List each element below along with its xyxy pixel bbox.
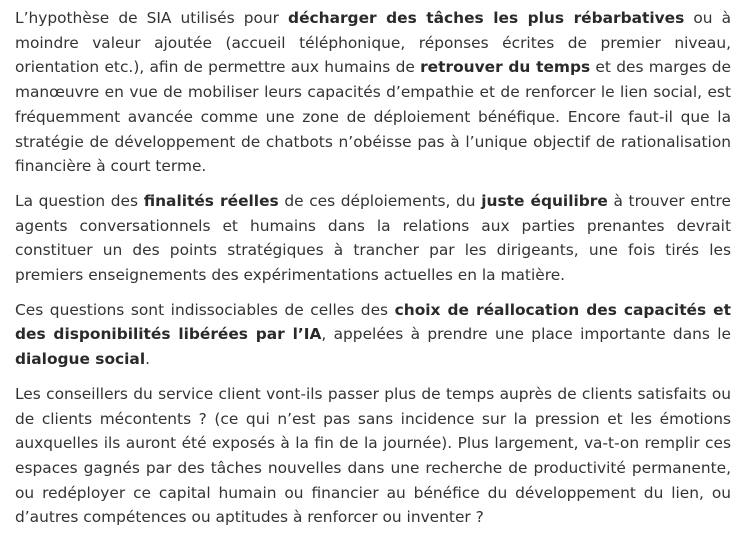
paragraph-1: [15, 6, 731, 179]
text-segment: et des marges de manœuvre en vue de mobiliser leurs capacités d’empathie et de renforcer le lien social, est fréquemment avancée comme une zone de déploiement bénéfique. Encore faut-il que la stratégie de développement de chatbots n’obéisse pas à l’unique objectif de rationalisation financière à court terme.: [15, 58, 731, 176]
bold-phrase: dialogue social: [15, 350, 146, 369]
paragraph-2: [15, 189, 731, 288]
text-segment: La question des: [15, 191, 144, 210]
text-segment: ou à moindre valeur ajoutée (accueil téléphonique, réponses écrites de premier niveau, orientation etc.), afin de permettre aux humains de: [15, 9, 731, 77]
bold-phrase: retrouver du temps: [420, 58, 591, 77]
bold-phrase: finalités réelles: [143, 191, 279, 210]
bold-phrase: choix de réallocation des capacités et des disponibilités libérées par l’IA: [15, 300, 731, 344]
text-segment: à trouver entre agents conversationnels et humains dans la relations aux parties prenantes devrait constituer un des points stratégiques à trancher par les dirigeants, une fois tirés les premiers enseignements des expérimentations actuelles en la matière.: [15, 191, 731, 285]
text-segment: de ces déploiements, du: [278, 191, 482, 210]
document-body: [15, 6, 731, 540]
text-segment: L’hypothèse de SIA utilisés pour: [15, 9, 289, 27]
bold-phrase: juste équilibre: [481, 191, 608, 210]
bold-phrase: décharger des tâches les plus rébarbatives: [288, 9, 685, 27]
paragraph-4: [15, 382, 731, 530]
text-segment: Ces questions sont indissociables de celles des: [15, 300, 395, 319]
text-segment: , appelées à prendre une place importante dans le: [321, 325, 731, 344]
paragraph-3: [15, 298, 731, 372]
text-segment: Les conseillers du service client vont-ils passer plus de temps auprès de clients satisfaits ou de clients mécontents ? (ce qui n’est pas sans incidence sur la pression et les émotions auxquelles ils auront été exposés à la fin de la journée). Plus largement, va-t-on remplir ces espaces gagnés par des tâches nouvelles dans une recherche de productivité permanente, ou redéployer ce capital humain ou financier au bénéfice du développement du lien, ou d’autres compétences ou aptitudes à renforcer ou inventer ?: [15, 384, 731, 527]
text-segment: .: [145, 350, 150, 369]
